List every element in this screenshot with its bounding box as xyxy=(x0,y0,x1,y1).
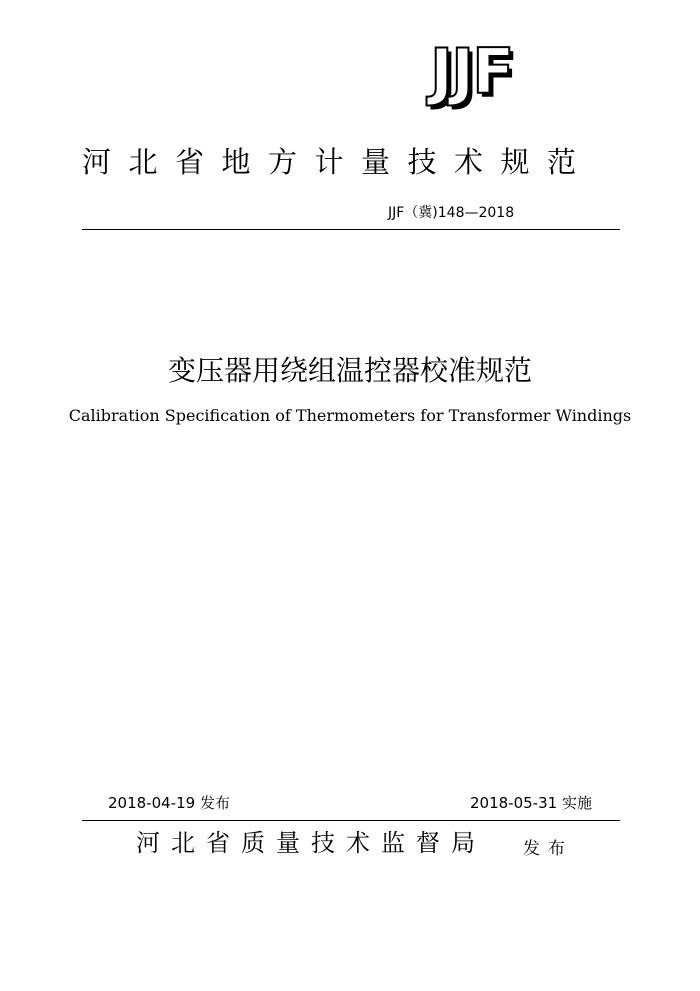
standard-number: JJF（冀)148—2018 xyxy=(388,205,515,221)
document-title-english: Calibration Specification of Thermometers for Transformer Windings xyxy=(68,406,632,425)
logo-text: JJF xyxy=(430,35,513,108)
document-title-chinese: 变压器用绕组温控器校准规范 xyxy=(167,354,532,387)
publisher-name: 河北省质量技术监督局 xyxy=(136,829,486,857)
jjf-logo xyxy=(430,35,590,108)
publish-label: 发布 xyxy=(523,839,573,859)
series-title: 河北省地方计量技术规范 xyxy=(82,145,594,179)
bottom-divider xyxy=(82,820,620,821)
implementation-date: 2018-05-31 实施 xyxy=(470,794,592,812)
issue-date: 2018-04-19 发布 xyxy=(108,794,230,812)
top-divider xyxy=(82,229,620,230)
